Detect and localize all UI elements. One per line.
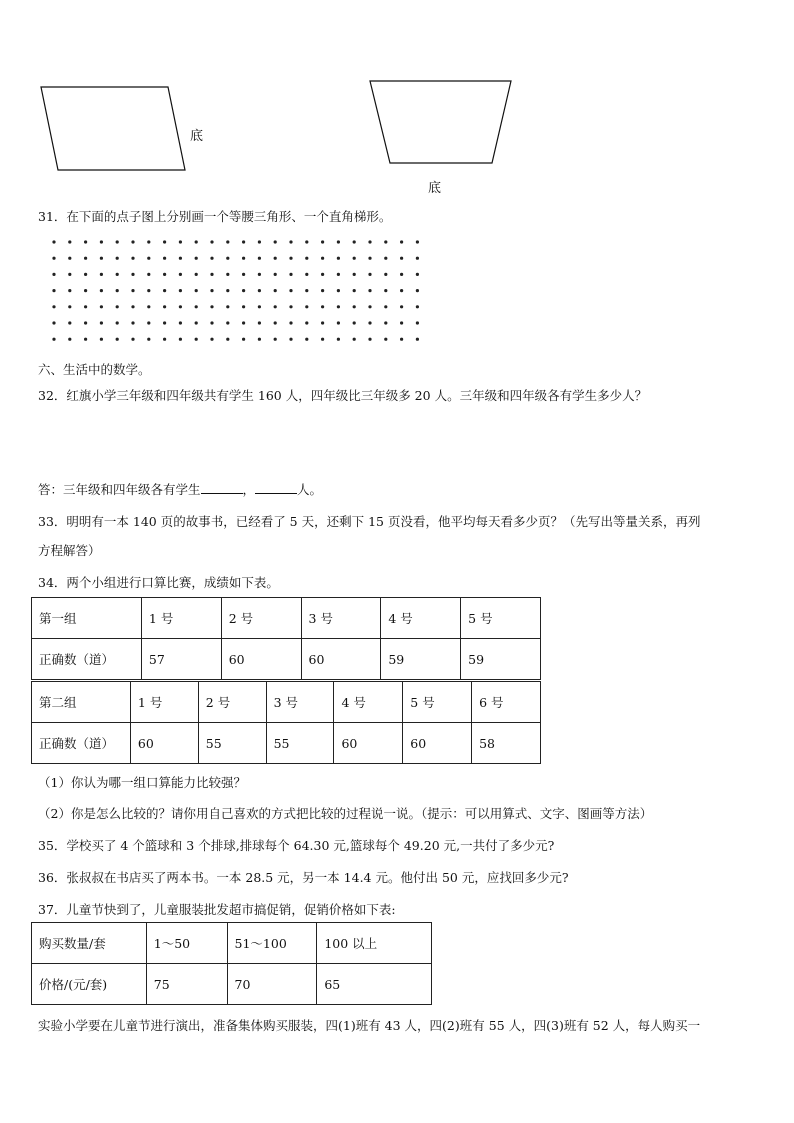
grid-dot[interactable] [384,338,387,341]
grid-dot[interactable] [131,257,134,260]
grid-dot[interactable] [163,305,166,308]
grid-dot[interactable] [274,240,277,243]
question-35: 35．学校买了 4 个篮球和 3 个排球,排球每个 64.30 元,篮球每个 49.20 元,一共付了多少元? [38,838,555,853]
grid-dot[interactable] [163,321,166,324]
question-32-answer [38,480,322,498]
table-row [32,682,541,723]
grid-dot[interactable] [68,321,71,324]
grid-dot[interactable] [242,289,245,292]
grid-dot[interactable] [242,321,245,324]
grid-dot[interactable] [195,338,198,341]
grid-dot[interactable] [384,321,387,324]
grid-dot[interactable] [147,338,150,341]
grid-dot[interactable] [258,289,261,292]
table-cell: 正确数（道） [32,723,131,764]
grid-dot[interactable] [289,305,292,308]
grid-dot[interactable] [242,257,245,260]
table-cell: 购买数量/套 [32,923,147,964]
question-37-followup: 实验小学要在儿童节进行演出，准备集体购买服装，四(1)班有 43 人，四(2)班有 55 人，四(3)班有 52 人，每人购买一 [38,1018,701,1033]
grid-dot[interactable] [163,273,166,276]
answer-suffix: 人。 [297,482,323,497]
grid-dot[interactable] [289,257,292,260]
question-36: 36．张叔叔在书店买了两本书。一本 28.5 元，另一本 14.4 元。他付出 50 元，应找回多少元? [38,870,569,885]
grid-dot[interactable] [68,289,71,292]
grid-dot[interactable] [258,305,261,308]
grid-dot[interactable] [321,321,324,324]
table-cell: 55 [266,723,334,764]
grid-dot[interactable] [210,289,213,292]
grid-dot[interactable] [100,289,103,292]
table-cell: 55 [198,723,266,764]
grid-dot[interactable] [242,338,245,341]
grid-dot[interactable] [337,305,340,308]
grid-dot[interactable] [195,305,198,308]
grid-dot[interactable] [305,240,308,243]
grid-dot[interactable] [242,305,245,308]
grid-dot[interactable] [52,289,55,292]
table-cell: 1 号 [141,598,221,639]
grid-dot[interactable] [195,273,198,276]
grid-dot[interactable] [84,257,87,260]
answer-blank-2[interactable] [255,482,297,494]
grid-dot[interactable] [52,321,55,324]
grid-dot[interactable] [258,257,261,260]
grid-dot[interactable] [274,289,277,292]
question-34-sub1: （1）你认为哪一组口算能力比较强？ [38,775,246,790]
grid-dot[interactable] [368,257,371,260]
table-cell: 60 [334,723,403,764]
table-row [32,639,541,680]
grid-dot[interactable] [384,240,387,243]
grid-dot[interactable] [195,257,198,260]
grid-dot[interactable] [179,321,182,324]
table-cell: 60 [301,639,381,680]
grid-dot[interactable] [210,338,213,341]
grid-dot[interactable] [368,338,371,341]
answer-blank-1[interactable] [201,482,243,494]
grid-dot[interactable] [384,273,387,276]
grid-dot[interactable] [84,273,87,276]
trapezoid-figure [365,78,515,168]
grid-dot[interactable] [226,289,229,292]
table-cell: 4 号 [334,682,403,723]
grid-dot[interactable] [305,338,308,341]
grid-dot[interactable] [147,240,150,243]
grid-dot[interactable] [305,289,308,292]
grid-dot[interactable] [353,257,356,260]
question-37: 37．儿童节快到了，儿童服装批发超市搞促销，促销价格如下表: [38,902,396,917]
grid-dot[interactable] [274,321,277,324]
table-cell: 100 以上 [317,923,432,964]
question-32: 32．红旗小学三年级和四年级共有学生 160 人，四年级比三年级多 20 人。三年级和四年级各有学生多少人？ [38,388,648,403]
grid-dot[interactable] [147,289,150,292]
grid-dot[interactable] [400,257,403,260]
grid-dot[interactable] [68,273,71,276]
grid-dot[interactable] [131,273,134,276]
grid-dot[interactable] [289,240,292,243]
grid-dot[interactable] [400,273,403,276]
grid-dot[interactable] [400,305,403,308]
grid-dot[interactable] [68,305,71,308]
grid-dot[interactable] [289,289,292,292]
grid-dot[interactable] [353,240,356,243]
grid-dot[interactable] [116,257,119,260]
grid-dot[interactable] [210,273,213,276]
grid-dot[interactable] [368,240,371,243]
question-33-line2: 方程解答） [38,543,101,558]
grid-dot[interactable] [337,257,340,260]
grid-dot[interactable] [52,273,55,276]
grid-dot[interactable] [416,321,419,324]
grid-dot[interactable] [226,273,229,276]
grid-dot[interactable] [321,305,324,308]
grid-dot[interactable] [147,273,150,276]
grid-dot[interactable] [274,305,277,308]
table-cell: 1～50 [146,923,227,964]
price-table [31,922,432,1005]
grid-dot[interactable] [131,305,134,308]
grid-dot[interactable] [84,240,87,243]
table-cell: 60 [403,723,472,764]
grid-dot[interactable] [416,305,419,308]
table-row [32,598,541,639]
answer-prefix: 答：三年级和四年级各有学生 [38,482,201,497]
grid-dot[interactable] [400,289,403,292]
grid-dot[interactable] [210,305,213,308]
grid-dot[interactable] [305,305,308,308]
grid-dot[interactable] [305,257,308,260]
grid-dot[interactable] [384,305,387,308]
grid-dot[interactable] [321,240,324,243]
trapezoid-base-label: 底 [428,181,442,196]
grid-dot[interactable] [258,240,261,243]
grid-dot[interactable] [179,289,182,292]
table-cell: 60 [221,639,301,680]
grid-dot[interactable] [131,321,134,324]
table-cell: 1 号 [130,682,198,723]
grid-dot[interactable] [116,240,119,243]
grid-dot[interactable] [100,338,103,341]
dot-grid[interactable] [50,236,435,344]
grid-dot[interactable] [210,240,213,243]
grid-dot[interactable] [163,289,166,292]
grid-dot[interactable] [226,338,229,341]
grid-dot[interactable] [416,338,419,341]
grid-dot[interactable] [258,338,261,341]
grid-dot[interactable] [52,305,55,308]
table-cell: 价格/(元/套) [32,964,147,1005]
table-cell: 3 号 [301,598,381,639]
grid-dot[interactable] [100,305,103,308]
table-cell: 5 号 [403,682,472,723]
table-cell: 60 [130,723,198,764]
grid-dot[interactable] [84,321,87,324]
question-33-line1: 33．明明有一本 140 页的故事书，已经看了 5 天，还剩下 15 页没看，他平均每天看多少页？（先写出等量关系，再列 [38,514,701,529]
grid-dot[interactable] [400,321,403,324]
table-row [32,964,432,1005]
grid-dot[interactable] [321,273,324,276]
grid-dot[interactable] [353,305,356,308]
table-cell: 3 号 [266,682,334,723]
grid-dot[interactable] [242,240,245,243]
grid-dot[interactable] [289,338,292,341]
grid-dot[interactable] [400,240,403,243]
question-34: 34．两个小组进行口算比赛，成绩如下表。 [38,575,279,590]
grid-dot[interactable] [400,338,403,341]
table-cell: 51～100 [227,923,317,964]
grid-dot[interactable] [384,257,387,260]
table-cell: 6 号 [472,682,541,723]
grid-dot[interactable] [337,273,340,276]
grid-dot[interactable] [289,273,292,276]
grid-dot[interactable] [226,257,229,260]
table-cell: 第一组 [32,598,142,639]
grid-dot[interactable] [368,321,371,324]
grid-dot[interactable] [84,305,87,308]
table-cell: 58 [472,723,541,764]
grid-dot[interactable] [179,240,182,243]
grid-dot[interactable] [100,273,103,276]
table-cell: 正确数（道） [32,639,142,680]
grid-dot[interactable] [353,338,356,341]
grid-dot[interactable] [100,257,103,260]
grid-dot[interactable] [100,321,103,324]
grid-dot[interactable] [116,338,119,341]
grid-dot[interactable] [52,240,55,243]
grid-dot[interactable] [52,257,55,260]
grid-dot[interactable] [226,305,229,308]
grid-dot[interactable] [52,338,55,341]
parallelogram-base-label: 底 [190,129,204,144]
table-cell: 5 号 [461,598,541,639]
table-cell: 59 [461,639,541,680]
grid-dot[interactable] [147,257,150,260]
grid-dot[interactable] [195,240,198,243]
grid-dot[interactable] [116,289,119,292]
table-row [32,723,541,764]
grid-dot[interactable] [116,273,119,276]
table-cell: 59 [381,639,461,680]
table-cell: 4 号 [381,598,461,639]
grid-dot[interactable] [416,273,419,276]
table-row [32,923,432,964]
grid-dot[interactable] [226,321,229,324]
grid-dot[interactable] [384,289,387,292]
grid-dot[interactable] [337,289,340,292]
table-cell: 第二组 [32,682,131,723]
parallelogram-figure [38,80,188,175]
grid-dot[interactable] [131,240,134,243]
grid-dot[interactable] [100,240,103,243]
grid-dot[interactable] [179,305,182,308]
grid-dot[interactable] [274,338,277,341]
table-cell: 57 [141,639,221,680]
grid-dot[interactable] [353,289,356,292]
grid-dot[interactable] [258,321,261,324]
grid-dot[interactable] [84,289,87,292]
section-6-title: 六、生活中的数学。 [38,362,151,377]
grid-dot[interactable] [163,257,166,260]
grid-dot[interactable] [337,240,340,243]
grid-dot[interactable] [68,257,71,260]
grid-dot[interactable] [368,273,371,276]
grid-dot[interactable] [163,240,166,243]
grid-dot[interactable] [210,321,213,324]
grid-dot[interactable] [179,273,182,276]
grid-dot[interactable] [305,321,308,324]
grid-dot[interactable] [289,321,292,324]
grid-dot[interactable] [416,240,419,243]
grid-dot[interactable] [321,338,324,341]
grid-dot[interactable] [131,338,134,341]
question-31: 31．在下面的点子图上分别画一个等腰三角形、一个直角梯形。 [38,209,392,224]
grid-dot[interactable] [368,289,371,292]
grid-dot[interactable] [274,257,277,260]
grid-dot[interactable] [226,240,229,243]
grid-dot[interactable] [353,321,356,324]
table-cell: 70 [227,964,317,1005]
table-cell: 65 [317,964,432,1005]
grid-dot[interactable] [131,289,134,292]
grid-dot[interactable] [163,338,166,341]
grid-dot[interactable] [321,257,324,260]
grid-dot[interactable] [147,321,150,324]
grid-dot[interactable] [368,305,371,308]
grid-dot[interactable] [179,257,182,260]
grid-dot[interactable] [353,273,356,276]
grid-dot[interactable] [337,338,340,341]
grid-dot[interactable] [210,257,213,260]
grid-dot[interactable] [416,289,419,292]
group2-table [31,681,541,764]
grid-dot[interactable] [179,338,182,341]
grid-dot[interactable] [195,289,198,292]
grid-dot[interactable] [116,305,119,308]
table-cell: 75 [146,964,227,1005]
grid-dot[interactable] [242,273,245,276]
grid-dot[interactable] [68,240,71,243]
grid-dot[interactable] [84,338,87,341]
table-cell: 2 号 [198,682,266,723]
question-34-sub2: （2）你是怎么比较的？请你用自己喜欢的方式把比较的过程说一说。（提示：可以用算式、文字、图画等方法） [38,806,653,821]
table-cell: 2 号 [221,598,301,639]
grid-dot[interactable] [258,273,261,276]
grid-dot[interactable] [321,289,324,292]
grid-dot[interactable] [147,305,150,308]
grid-dot[interactable] [305,273,308,276]
grid-dot[interactable] [274,273,277,276]
grid-dot[interactable] [337,321,340,324]
grid-dot[interactable] [195,321,198,324]
answer-separator: ， [242,482,256,497]
group1-table [31,597,541,680]
grid-dot[interactable] [116,321,119,324]
grid-dot[interactable] [416,257,419,260]
grid-dot[interactable] [68,338,71,341]
